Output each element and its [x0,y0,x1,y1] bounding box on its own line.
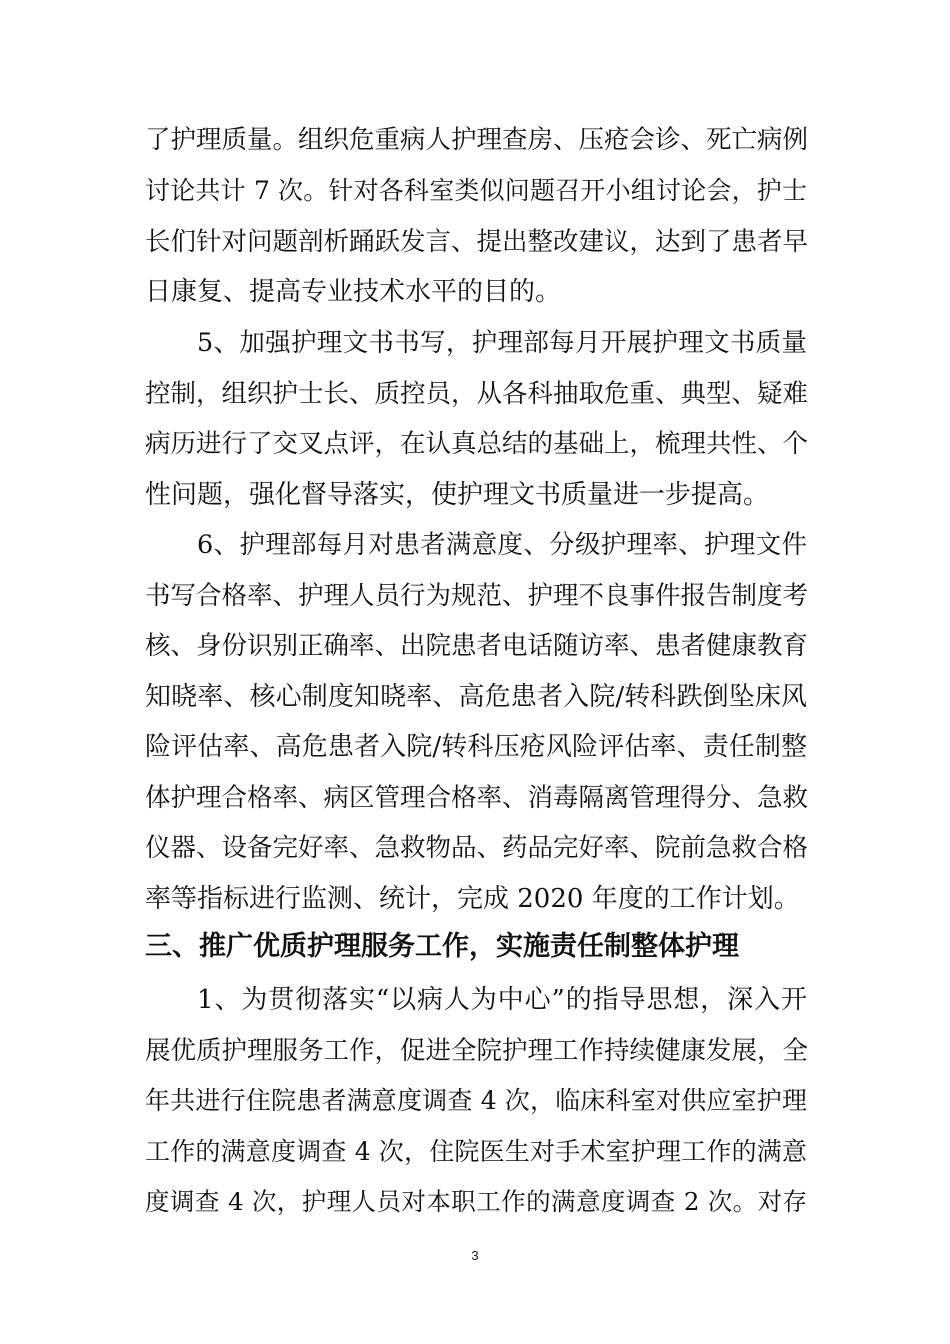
text-line: 展优质护理服务工作，促进全院护理工作持续健康发展，全 [145,1036,809,1066]
text-line: 控制，组织护士长、质控员，从各科抽取危重、典型、疑难 [145,379,809,409]
text-line: 年共进行住院患者满意度调查 4 次，临床科室对供应室护理 [145,1086,807,1115]
text-line: 日康复、提高专业技术水平的目的。 [145,277,562,307]
text-line: 度调查 4 次，护理人员对本职工作的满意度调查 2 次。对存 [145,1187,807,1216]
text-line: 率等指标进行监测、统计，完成 2020 年度的工作计划。 [145,884,800,914]
text-line: 书写合格率、护理人员行为规范、护理不良事件报告制度考 [145,581,809,611]
paragraph-start: 1、为贯彻落实“以病人为中心”的指导思想，深入开 [197,985,807,1015]
text-line: 仪器、设备完好率、急救物品、药品完好率、院前急救合格 [145,833,809,863]
text-line: 险评估率、高危患者入院/转科压疮风险评估率、责任制整 [145,732,807,762]
text-line: 讨论共计 7 次。针对各科室类似问题召开小组讨论会，护士 [145,176,807,205]
page-number: 3 [471,1248,479,1263]
text-line: 性问题，强化督导落实，使护理文书质量进一步提高。 [145,480,770,510]
text-line: 了护理质量。组织危重病人护理查房、压疮会诊、死亡病例 [145,125,809,155]
paragraph-start: 6、护理部每月对患者满意度、分级护理率、护理文件 [197,530,807,560]
text-line: 知晓率、核心制度知晓率、高危患者入院/转科跌倒坠床风 [145,682,807,712]
text-line: 工作的满意度调查 4 次，住院医生对手术室护理工作的满意 [145,1137,807,1166]
text-line: 体护理合格率、病区管理合格率、消毒隔离管理得分、急救 [145,783,809,813]
text-line: 核、身份识别正确率、出院患者电话随访率、患者健康教育 [145,631,809,661]
section-heading: 三、推广优质护理服务工作，实施责任制整体护理 [145,931,739,962]
text-line: 病历进行了交叉点评，在认真总结的基础上，梳理共性、个 [145,429,809,459]
paragraph-start: 5、加强护理文书书写，护理部每月开展护理文书质量 [197,328,807,358]
text-line: 长们针对问题剖析踊跃发言、提出整改建议，达到了患者早 [145,227,809,257]
